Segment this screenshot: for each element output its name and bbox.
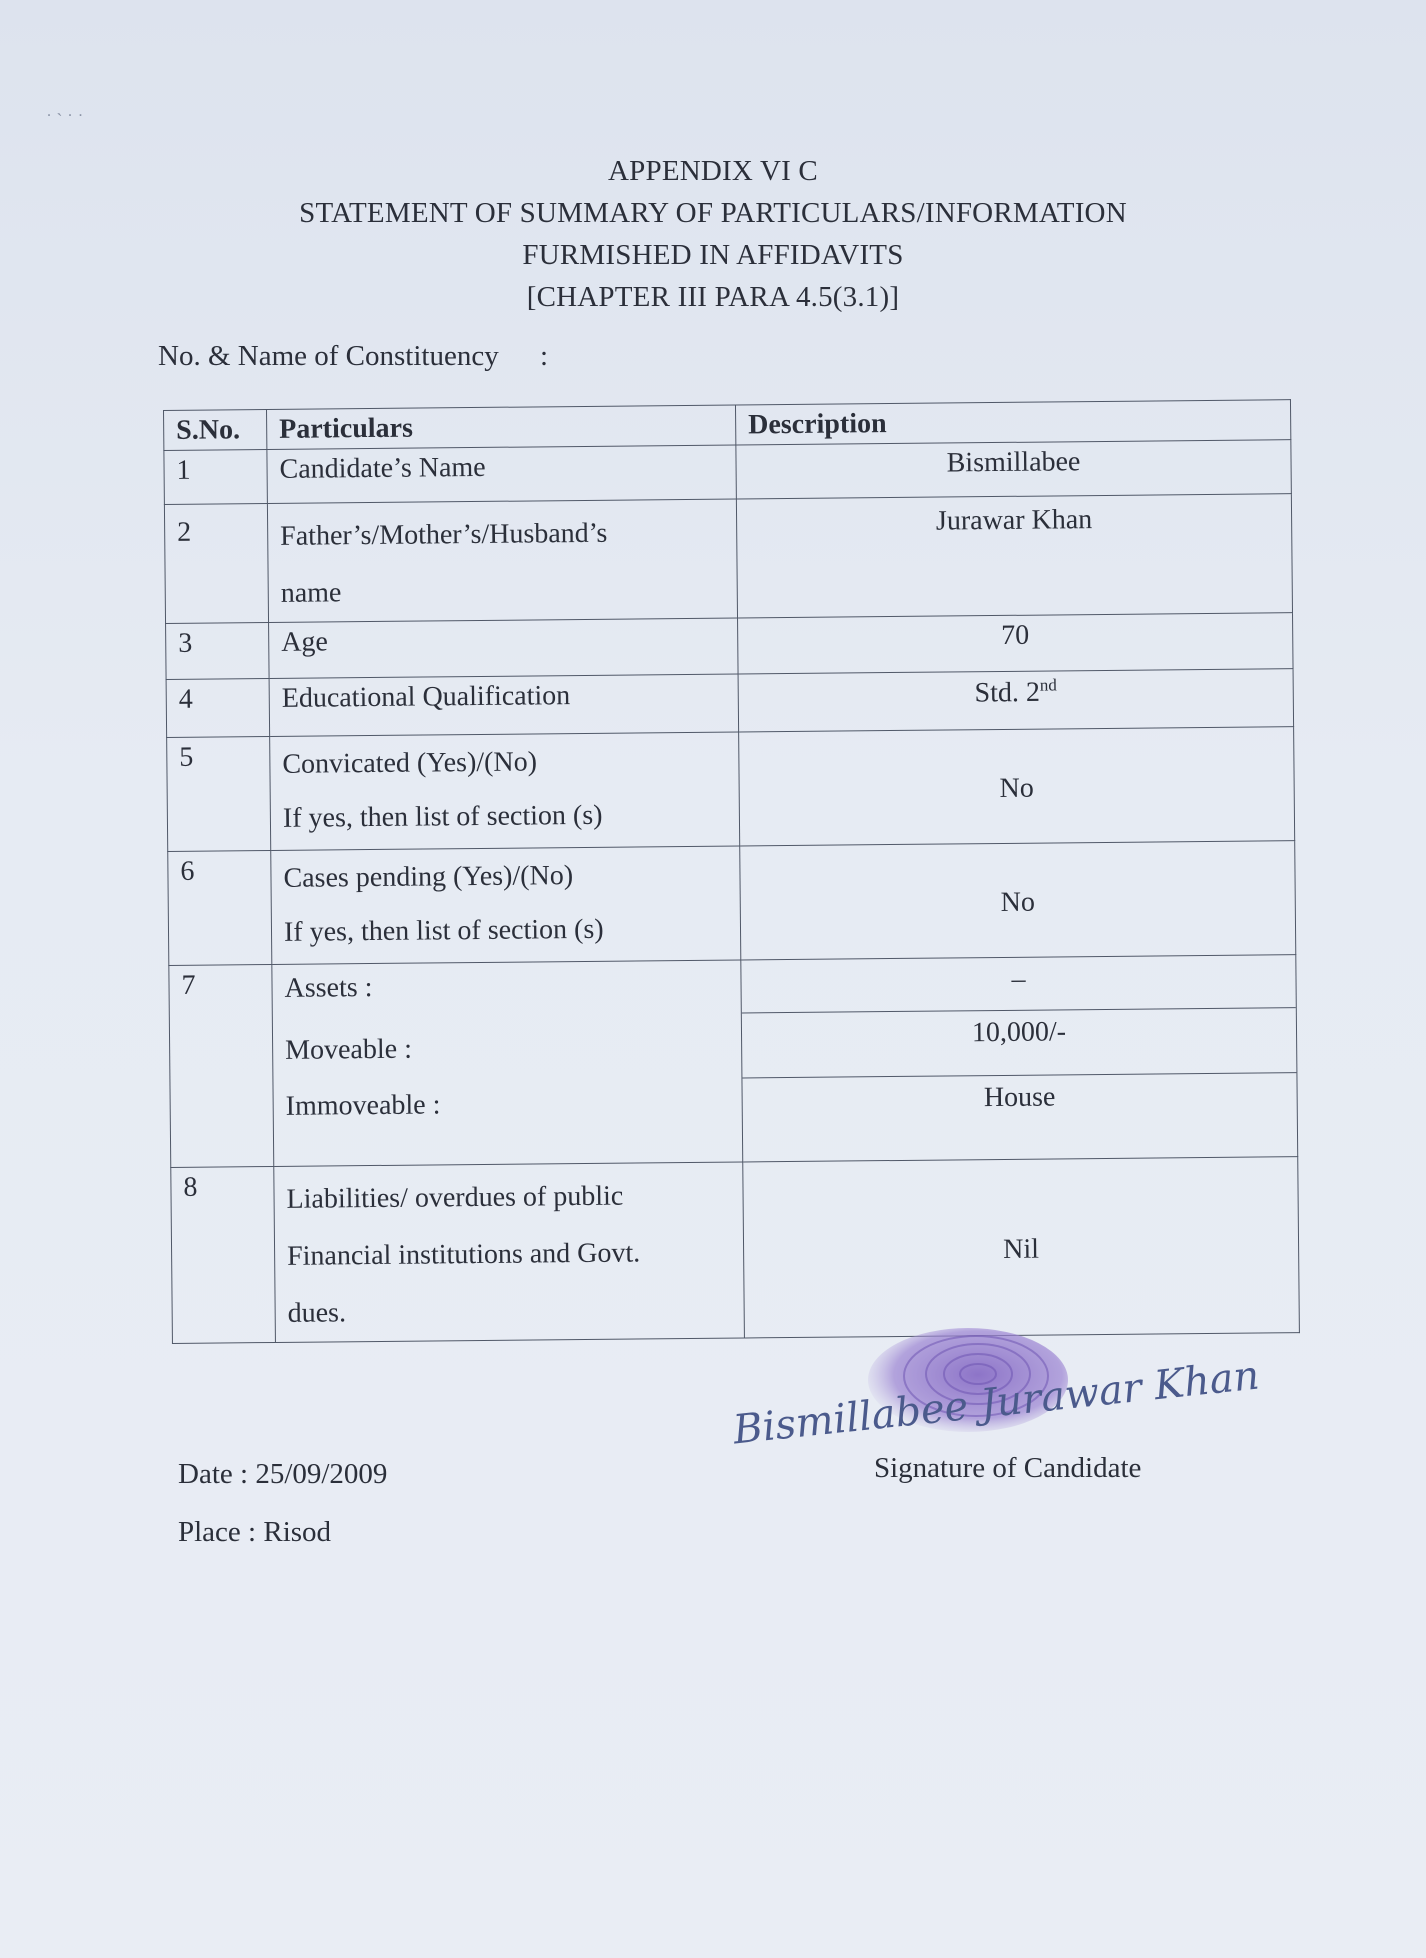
header-particulars: Particulars: [267, 405, 736, 450]
row-description: Jurawar Khan: [736, 494, 1292, 618]
table-row: [164, 494, 1292, 624]
particulars-line: Assets :: [284, 972, 373, 1004]
signature-label: Signature of Candidate: [874, 1452, 1142, 1484]
particulars-line: Moveable :: [285, 1033, 413, 1066]
row-sno: 7: [169, 964, 274, 1167]
particulars-line: If yes, then list of section (s): [282, 799, 603, 834]
row-sno: 5: [167, 736, 271, 851]
date-label: Date :: [178, 1458, 249, 1490]
row-particulars: [271, 846, 741, 964]
date-value: 25/09/2009: [255, 1458, 388, 1490]
row-particulars: Candidate’s Name: [267, 445, 736, 503]
table-row: [169, 955, 1298, 1168]
row-description: Nil: [743, 1157, 1300, 1338]
row-description: [741, 955, 1298, 1162]
place-value: Risod: [263, 1516, 332, 1548]
row-description: [738, 669, 1294, 732]
row-sno: 8: [171, 1166, 276, 1343]
table-row: [166, 669, 1294, 738]
row-particulars: Educational Qualification: [269, 674, 739, 736]
paper-specks: ˙ ` ˙ ˙: [46, 110, 84, 130]
header-description: Description: [735, 400, 1290, 445]
chapter-reference: [CHAPTER III PARA 4.5(3.1)]: [526, 281, 900, 313]
row-description: No: [740, 841, 1296, 960]
furnished-title: FURMISHED IN AFFIDAVITS: [522, 239, 904, 271]
qualification-value: Std. 2: [974, 676, 1041, 709]
handwritten-signature: Bismillabee Jurawar Khan: [731, 1352, 1262, 1454]
assets-value: –: [741, 955, 1295, 1013]
table-row: [171, 1157, 1300, 1344]
constituency-label: No. & Name of Constituency: [158, 340, 499, 372]
row-sno: 4: [166, 678, 270, 737]
particulars-line: Father’s/Mother’s/Husband’s: [280, 517, 608, 552]
document-heading: [0, 150, 1426, 318]
particulars-line: If yes, then list of section (s): [283, 913, 604, 948]
row-sno: 1: [164, 450, 268, 505]
place-line: [178, 1516, 331, 1549]
table-row: [168, 841, 1296, 966]
constituency-colon: :: [539, 340, 549, 372]
row-particulars: [270, 732, 740, 850]
particulars-line: Convicated (Yes)/(No): [282, 746, 538, 780]
particulars-table: [163, 399, 1300, 1344]
header-sno: S.No.: [164, 410, 267, 451]
immoveable-value: House: [983, 1081, 1056, 1114]
row-description: Bismillabee: [736, 440, 1291, 499]
row-sno: 2: [164, 504, 268, 624]
row-particulars: [267, 499, 737, 622]
statement-title: STATEMENT OF SUMMARY OF PARTICULARS/INFORMATION: [299, 197, 1127, 229]
row-description: 70: [738, 613, 1294, 674]
particulars-line: Immoveable :: [285, 1089, 441, 1122]
qualification-suffix: nd: [1039, 675, 1057, 695]
place-label: Place :: [178, 1516, 257, 1548]
constituency-line: [158, 340, 548, 373]
row-description: No: [739, 727, 1295, 846]
particulars-line: Cases pending (Yes)/(No): [283, 860, 574, 894]
row-particulars: Age: [269, 618, 739, 678]
date-line: [178, 1458, 387, 1491]
particulars-line: Liabilities/ overdues of public: [286, 1180, 624, 1215]
appendix-title: APPENDIX VI C: [608, 155, 818, 187]
row-sno: 6: [168, 850, 272, 965]
row-sno: 3: [166, 622, 270, 679]
row-particulars: [272, 960, 743, 1166]
particulars-line: dues.: [287, 1297, 347, 1329]
particulars-line: name: [280, 577, 342, 609]
row-particulars: [274, 1162, 745, 1342]
particulars-line: Financial institutions and Govt.: [286, 1237, 641, 1272]
table-row: [167, 727, 1295, 852]
moveable-value: 10,000/-: [742, 1008, 1297, 1078]
